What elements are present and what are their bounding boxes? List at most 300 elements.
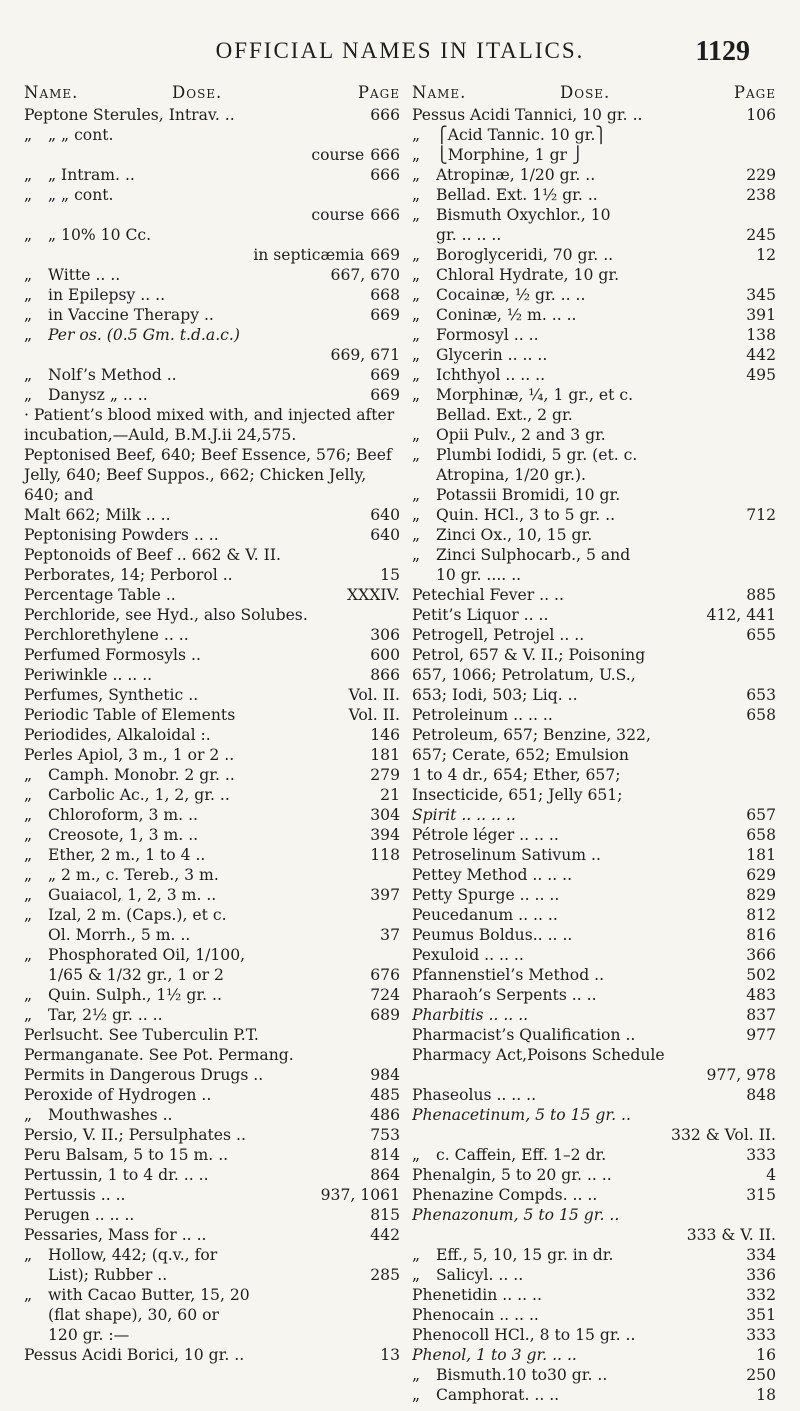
- ditto-mark: „: [24, 986, 33, 1004]
- entry-text: Pessus Acidi Tannici, 10 gr. ..: [412, 106, 643, 124]
- index-entry: [24, 1345, 400, 1365]
- index-entry: [24, 1125, 400, 1145]
- ditto-mark: „: [412, 246, 421, 264]
- entry-page-ref: 600: [370, 646, 400, 664]
- index-entry: [412, 1265, 776, 1285]
- entry-text: Pessus Acidi Borici, 10 gr. ..: [24, 1346, 245, 1364]
- index-entry: [412, 845, 776, 865]
- entry-text: Petty Spurge .. .. ..: [412, 886, 560, 904]
- index-entry: [24, 945, 400, 965]
- ditto-mark: „: [24, 846, 33, 864]
- entry-text: Peptonoids of Beef .. 662 & V. II.: [24, 546, 281, 564]
- index-entry: [24, 745, 400, 765]
- column-header-name: Name.: [412, 83, 467, 102]
- index-entry: [412, 885, 776, 905]
- entry-page-ref: 332 & Vol. II.: [671, 1126, 776, 1144]
- entry-page-ref: 351: [746, 1306, 776, 1324]
- index-entry: [412, 1045, 776, 1065]
- index-entry: [24, 405, 400, 445]
- index-entry: [24, 765, 400, 785]
- index-entry: [412, 225, 776, 245]
- entry-page-ref: 667, 670: [330, 266, 400, 284]
- entry-page-ref: 640: [370, 506, 400, 524]
- index-entry: [412, 1345, 776, 1365]
- index-entry: [24, 985, 400, 1005]
- entry-text: Spirit .. .. .. ..: [412, 806, 516, 824]
- entry-text: Bellad. Ext., 2 gr.: [436, 406, 573, 424]
- entry-text: Pertussis .. ..: [24, 1186, 126, 1204]
- entry-page-ref: 366: [746, 946, 776, 964]
- entry-page-ref: 229: [746, 166, 776, 184]
- index-entry: [412, 145, 776, 165]
- index-entry: [24, 1085, 400, 1105]
- index-entry: [412, 1185, 776, 1205]
- entry-text: Cocainæ, ½ gr. .. ..: [436, 286, 586, 304]
- entry-text: Boroglyceridi, 70 gr. ..: [436, 246, 614, 264]
- entry-text: Camphorat. .. ..: [436, 1386, 560, 1404]
- entry-text: course: [311, 206, 365, 224]
- ditto-mark: „: [412, 486, 421, 504]
- ditto-mark: „: [24, 866, 33, 884]
- entry-page-ref: 442: [746, 346, 776, 364]
- ditto-mark: „: [24, 166, 33, 184]
- entry-page-ref: 394: [370, 826, 400, 844]
- entry-page-ref: 848: [746, 1086, 776, 1104]
- entry-text: „ Intram. ..: [48, 166, 135, 184]
- entry-page-ref: 666: [370, 106, 400, 124]
- ditto-mark: „: [24, 226, 33, 244]
- entry-text: Salicyl. .. ..: [436, 1266, 524, 1284]
- entry-text: Perchlorethylene .. ..: [24, 626, 189, 644]
- index-entry: [412, 1005, 776, 1025]
- entry-page-ref: 245: [746, 226, 776, 244]
- entry-text: Peptonised Beef, 640; Beef Essence, 576; Beef Jelly, 640; Beef Suppos., 662; Chicken Jelly, 640; and: [24, 446, 392, 504]
- entry-text: Pharmacy Act,Poisons Schedule: [412, 1046, 665, 1064]
- entry-page-ref: 306: [370, 626, 400, 644]
- index-entry: [24, 205, 400, 225]
- index-entry: [412, 625, 776, 645]
- index-entry: [412, 1325, 776, 1345]
- index-entry: [412, 1245, 776, 1265]
- ditto-mark: „: [24, 826, 33, 844]
- entry-page-ref: 146: [370, 726, 400, 744]
- entry-text: Camph. Monobr. 2 gr. ..: [48, 766, 235, 784]
- ditto-mark: „: [412, 526, 421, 544]
- entry-text: 120 gr. :—: [48, 1326, 130, 1344]
- entry-text: Quin. Sulph., 1½ gr. ..: [48, 986, 222, 1004]
- entry-text: Bismuth Oxychlor., 10: [436, 206, 611, 224]
- entry-text: Peumus Boldus.. .. ..: [412, 926, 573, 944]
- entry-page-ref: 334: [746, 1246, 776, 1264]
- entry-page-ref: 655: [746, 626, 776, 644]
- entry-page-ref: 666: [370, 166, 400, 184]
- entry-page-ref: 397: [370, 886, 400, 904]
- index-entry: [412, 405, 776, 425]
- entry-text: Ichthyol .. .. ..: [436, 366, 546, 384]
- ditto-mark: „: [412, 386, 421, 404]
- index-entry: [412, 1085, 776, 1105]
- index-entry: [412, 725, 776, 745]
- entry-page-ref: 753: [370, 1126, 400, 1144]
- entry-page-ref: 689: [370, 1006, 400, 1024]
- entry-page-ref: 885: [746, 586, 776, 604]
- index-entry: [412, 905, 776, 925]
- entry-page-ref: 866: [370, 666, 400, 684]
- column-header-dose: Dose.: [560, 83, 611, 102]
- index-entry: [24, 285, 400, 305]
- entry-text: „ „ cont.: [48, 186, 114, 204]
- ditto-mark: „: [24, 306, 33, 324]
- index-entry: [24, 625, 400, 645]
- entry-page-ref: 16: [756, 1346, 776, 1364]
- ditto-mark: „: [24, 946, 33, 964]
- entry-text: c. Caffein, Eff. 1–2 dr.: [436, 1146, 607, 1164]
- entry-text: Phenetidin .. .. ..: [412, 1286, 542, 1304]
- entry-text: Malt 662; Milk .. ..: [24, 506, 171, 524]
- entry-text: Pétrole léger .. .. ..: [412, 826, 559, 844]
- index-entry: [412, 865, 776, 885]
- index-entry: [24, 725, 400, 745]
- index-entry: [412, 125, 776, 145]
- ditto-mark: „: [24, 266, 33, 284]
- entry-page-ref: 669: [370, 386, 400, 404]
- page-number: 1129: [695, 36, 750, 67]
- index-entry: [24, 1245, 400, 1265]
- entry-text: course: [311, 146, 365, 164]
- index-entry: [24, 705, 400, 725]
- index-entry: [24, 1145, 400, 1165]
- entry-text: ⎩Morphine, 1 gr ⎭: [436, 146, 584, 164]
- entry-page-ref: 653: [746, 686, 776, 704]
- ditto-mark: „: [412, 1386, 421, 1404]
- entry-page-ref: 977: [746, 1026, 776, 1044]
- ditto-mark: „: [24, 366, 33, 384]
- index-entry: [24, 225, 400, 245]
- running-title: OFFICIAL NAMES IN ITALICS.: [215, 38, 585, 63]
- entry-page-ref: 937, 1061: [320, 1186, 400, 1204]
- index-entry: [24, 525, 400, 545]
- entry-page-ref: 485: [370, 1086, 400, 1104]
- entry-page-ref: 502: [746, 966, 776, 984]
- entry-page-ref: 658: [746, 826, 776, 844]
- index-entry: [412, 185, 776, 205]
- index-entry: [412, 305, 776, 325]
- entry-text: Atropina, 1/20 gr.).: [436, 466, 587, 484]
- entry-page-ref: 333: [746, 1326, 776, 1344]
- index-entry: [24, 1305, 400, 1325]
- ditto-mark: „: [412, 346, 421, 364]
- entry-text: Atropinæ, 1/20 gr. ..: [436, 166, 596, 184]
- entry-page-ref: 333: [746, 1146, 776, 1164]
- entry-text: Peru Balsam, 5 to 15 m. ..: [24, 1146, 229, 1164]
- entry-text: 1 to 4 dr., 654; Ether, 657;: [412, 766, 621, 784]
- entry-page-ref: 829: [746, 886, 776, 904]
- entry-page-ref: 279: [370, 766, 400, 784]
- entry-page-ref: 12: [756, 246, 776, 264]
- entry-page-ref: Vol. II.: [348, 686, 400, 704]
- ditto-mark: „: [24, 386, 33, 404]
- entry-page-ref: 345: [746, 286, 776, 304]
- index-entry: [24, 825, 400, 845]
- entry-page-ref: 106: [746, 106, 776, 124]
- index-entry: [24, 865, 400, 885]
- ditto-mark: „: [412, 506, 421, 524]
- entry-page-ref: 984: [370, 1066, 400, 1084]
- entry-text: Bismuth.10 to30 gr. ..: [436, 1366, 608, 1384]
- entry-page-ref: 837: [746, 1006, 776, 1024]
- index-entry: [24, 565, 400, 585]
- entry-page-ref: 483: [746, 986, 776, 1004]
- ditto-mark: „: [412, 166, 421, 184]
- entry-page-ref: 250: [746, 1366, 776, 1384]
- ditto-mark: „: [24, 126, 33, 144]
- entry-page-ref: 658: [746, 706, 776, 724]
- index-column-right: [412, 83, 776, 1405]
- entry-text: Petroselinum Sativum ..: [412, 846, 601, 864]
- index-entry: [24, 505, 400, 525]
- entry-text: Phenocoll HCl., 8 to 15 gr. ..: [412, 1326, 636, 1344]
- entry-page-ref: 336: [746, 1266, 776, 1284]
- ditto-mark: „: [24, 326, 33, 344]
- index-entry: [24, 845, 400, 865]
- index-entry: [412, 165, 776, 185]
- index-entry: [24, 925, 400, 945]
- entry-page-ref: 640: [370, 526, 400, 544]
- entry-text: Permanganate. See Pot. Permang.: [24, 1046, 294, 1064]
- entry-page-ref: 816: [746, 926, 776, 944]
- entry-text: „ 10% 10 Cc.: [48, 226, 152, 244]
- entry-text: Peroxide of Hydrogen ..: [24, 1086, 212, 1104]
- entry-text: · Patient’s blood mixed with, and injected after incubation,—Auld, B.M.J.ii 24,575.: [24, 406, 395, 444]
- index-entry: [24, 1165, 400, 1185]
- entry-page-ref: 495: [746, 366, 776, 384]
- index-entry: [412, 985, 776, 1005]
- index-entry: [412, 925, 776, 945]
- column-header: [24, 83, 400, 105]
- entry-text: 10 gr. .... ..: [436, 566, 522, 584]
- entry-page-ref: 304: [370, 806, 400, 824]
- entry-text: gr. .. .. ..: [436, 226, 502, 244]
- index-entry: [24, 805, 400, 825]
- index-entry: [24, 265, 400, 285]
- entry-text: Quin. HCl., 3 to 5 gr. ..: [436, 506, 616, 524]
- entry-text: Coninæ, ½ m. .. ..: [436, 306, 577, 324]
- entry-text: Periodides, Alkaloidal :.: [24, 726, 211, 744]
- entry-text: Nolf’s Method ..: [48, 366, 177, 384]
- index-entry: [24, 645, 400, 665]
- entry-text: Pharmacist’s Qualification ..: [412, 1026, 636, 1044]
- entry-page-ref: 315: [746, 1186, 776, 1204]
- index-entry: [24, 685, 400, 705]
- index-entry: [24, 165, 400, 185]
- entry-text: (flat shape), 30, 60 or: [48, 1306, 219, 1324]
- entry-text: Witte .. ..: [48, 266, 121, 284]
- ditto-mark: „: [412, 126, 421, 144]
- entry-text: in septicæmia: [253, 246, 365, 264]
- entry-text: Hollow, 442; (q.v., for: [48, 1246, 218, 1264]
- ditto-mark: „: [412, 1246, 421, 1264]
- ditto-mark: „: [412, 186, 421, 204]
- entry-list: [24, 105, 400, 1365]
- entry-text: „ 2 m., c. Tereb., 3 m.: [48, 866, 219, 884]
- ditto-mark: „: [24, 1246, 33, 1264]
- column-header-dose: Dose.: [172, 83, 223, 102]
- ditto-mark: „: [412, 326, 421, 344]
- index-entry: [412, 425, 776, 445]
- entry-list: [412, 105, 776, 1405]
- entry-text: Chloroform, 3 m. ..: [48, 806, 198, 824]
- index-entry: [24, 965, 400, 985]
- entry-text: List); Rubber ..: [48, 1266, 168, 1284]
- entry-text: Pessaries, Mass for .. ..: [24, 1226, 207, 1244]
- entry-page-ref: 13: [380, 1346, 400, 1364]
- entry-page-ref: 118: [370, 846, 400, 864]
- index-entry: [24, 1025, 400, 1045]
- entry-text: Ether, 2 m., 1 to 4 ..: [48, 846, 206, 864]
- column-header-name: Name.: [24, 83, 79, 102]
- entry-text: Pharaoh’s Serpents .. ..: [412, 986, 597, 1004]
- entry-text: „ „ cont.: [48, 126, 114, 144]
- entry-page-ref: 724: [370, 986, 400, 1004]
- entry-text: Chloral Hydrate, 10 gr.: [436, 266, 620, 284]
- entry-text: Pertussin, 1 to 4 dr. .. ..: [24, 1166, 209, 1184]
- entry-text: Insecticide, 651; Jelly 651;: [412, 786, 623, 804]
- entry-text: Formosyl .. ..: [436, 326, 539, 344]
- entry-page-ref: Vol. II.: [348, 706, 400, 724]
- index-entry: [412, 765, 776, 785]
- index-entry: [24, 345, 400, 365]
- index-entry: [412, 525, 776, 545]
- index-entry: [24, 885, 400, 905]
- entry-text: Perfumed Formosyls ..: [24, 646, 201, 664]
- entry-text: Phenazonum, 5 to 15 gr. ..: [412, 1206, 620, 1224]
- entry-text: Izal, 2 m. (Caps.), et c.: [48, 906, 227, 924]
- entry-page-ref: 864: [370, 1166, 400, 1184]
- ditto-mark: „: [24, 766, 33, 784]
- index-entry: [24, 1045, 400, 1065]
- entry-page-ref: XXXIV.: [347, 586, 400, 604]
- entry-text: 657; Cerate, 652; Emulsion: [412, 746, 629, 764]
- index-column-left: [24, 83, 400, 1365]
- index-entry: [412, 665, 776, 685]
- entry-text: 653; Iodi, 503; Liq. ..: [412, 686, 578, 704]
- entry-page-ref: 4: [766, 1166, 776, 1184]
- index-entry: [24, 1185, 400, 1205]
- index-entry: [412, 285, 776, 305]
- entry-page-ref: 486: [370, 1106, 400, 1124]
- entry-page-ref: 181: [746, 846, 776, 864]
- index-entry: [412, 1385, 776, 1405]
- entry-text: Creosote, 1, 3 m. ..: [48, 826, 199, 844]
- ditto-mark: „: [412, 306, 421, 324]
- index-entry: [412, 385, 776, 405]
- entry-page-ref: 37: [380, 926, 400, 944]
- entry-page-ref: 814: [370, 1146, 400, 1164]
- entry-text: Petrol, 657 & V. II.; Poisoning: [412, 646, 646, 664]
- entry-text: Ol. Morrh., 5 m. ..: [48, 926, 191, 944]
- entry-page-ref: 629: [746, 866, 776, 884]
- entry-text: Phenocain .. .. ..: [412, 1306, 539, 1324]
- ditto-mark: „: [412, 1366, 421, 1384]
- index-entry: [412, 1145, 776, 1165]
- index-entry: [24, 1265, 400, 1285]
- index-entry: [412, 1205, 776, 1225]
- entry-page-ref: 285: [370, 1266, 400, 1284]
- entry-text: Perles Apiol, 3 m., 1 or 2 ..: [24, 746, 235, 764]
- entry-text: Phenacetinum, 5 to 15 gr. ..: [412, 1106, 631, 1124]
- entry-text: Persio, V. II.; Persulphates ..: [24, 1126, 246, 1144]
- index-entry: [412, 685, 776, 705]
- entry-text: Pexuloid .. .. ..: [412, 946, 524, 964]
- index-entry: [24, 365, 400, 385]
- index-entry: [24, 325, 400, 345]
- entry-text: Carbolic Ac., 1, 2, gr. ..: [48, 786, 230, 804]
- index-entry: [24, 665, 400, 685]
- entry-text: Phenol, 1 to 3 gr. .. ..: [412, 1346, 577, 1364]
- ditto-mark: „: [24, 1006, 33, 1024]
- entry-text: in Epilepsy .. ..: [48, 286, 166, 304]
- entry-page-ref: 181: [370, 746, 400, 764]
- entry-text: Perugen .. .. ..: [24, 1206, 135, 1224]
- ditto-mark: „: [24, 1286, 33, 1304]
- index-entry: [412, 805, 776, 825]
- entry-page-ref: 391: [746, 306, 776, 324]
- index-entry: [24, 1105, 400, 1125]
- entry-text: Phaseolus .. .. ..: [412, 1086, 537, 1104]
- entry-page-ref: 412, 441: [706, 606, 776, 624]
- index-entry: [412, 205, 776, 225]
- entry-text: Peucedanum .. .. ..: [412, 906, 558, 924]
- index-entry: [412, 1305, 776, 1325]
- index-entry: [24, 385, 400, 405]
- entry-text: in Vaccine Therapy ..: [48, 306, 214, 324]
- index-entry: [412, 1105, 776, 1125]
- index-entry: [24, 545, 400, 565]
- index-entry: [24, 1285, 400, 1305]
- entry-text: Petroleum, 657; Benzine, 322,: [412, 726, 651, 744]
- entry-page-ref: 657: [746, 806, 776, 824]
- entry-text: Pfannenstiel’s Method ..: [412, 966, 605, 984]
- entry-page-ref: 812: [746, 906, 776, 924]
- index-entry: [412, 1025, 776, 1045]
- index-entry: [24, 145, 400, 165]
- entry-text: Petechial Fever .. ..: [412, 586, 564, 604]
- entry-text: Morphinæ, ¼, 1 gr., et c.: [436, 386, 634, 404]
- index-entry: [24, 445, 400, 505]
- entry-text: Tar, 2½ gr. .. ..: [48, 1006, 163, 1024]
- index-entry: [24, 605, 400, 625]
- entry-page-ref: 977, 978: [706, 1066, 776, 1084]
- entry-text: Zinci Ox., 10, 15 gr.: [436, 526, 593, 544]
- index-entry: [412, 965, 776, 985]
- entry-text: 1/65 & 1/32 gr., 1 or 2: [48, 966, 224, 984]
- index-entry: [412, 605, 776, 625]
- ditto-mark: „: [24, 886, 33, 904]
- index-entry: [412, 1065, 776, 1085]
- ditto-mark: „: [24, 1106, 33, 1124]
- ditto-mark: „: [412, 366, 421, 384]
- entry-text: Peptone Sterules, Intrav. ..: [24, 106, 235, 124]
- entry-page-ref: 669: [370, 306, 400, 324]
- column-header-page: Page: [733, 83, 776, 102]
- entry-page-ref: 21: [380, 786, 400, 804]
- index-entry: [24, 245, 400, 265]
- ditto-mark: „: [412, 1146, 421, 1164]
- entry-text: Glycerin .. .. ..: [436, 346, 548, 364]
- entry-text: Phenalgin, 5 to 20 gr. .. ..: [412, 1166, 612, 1184]
- entry-text: ⎧Acid Tannic. 10 gr.⎫: [436, 126, 607, 144]
- index-entry: [24, 305, 400, 325]
